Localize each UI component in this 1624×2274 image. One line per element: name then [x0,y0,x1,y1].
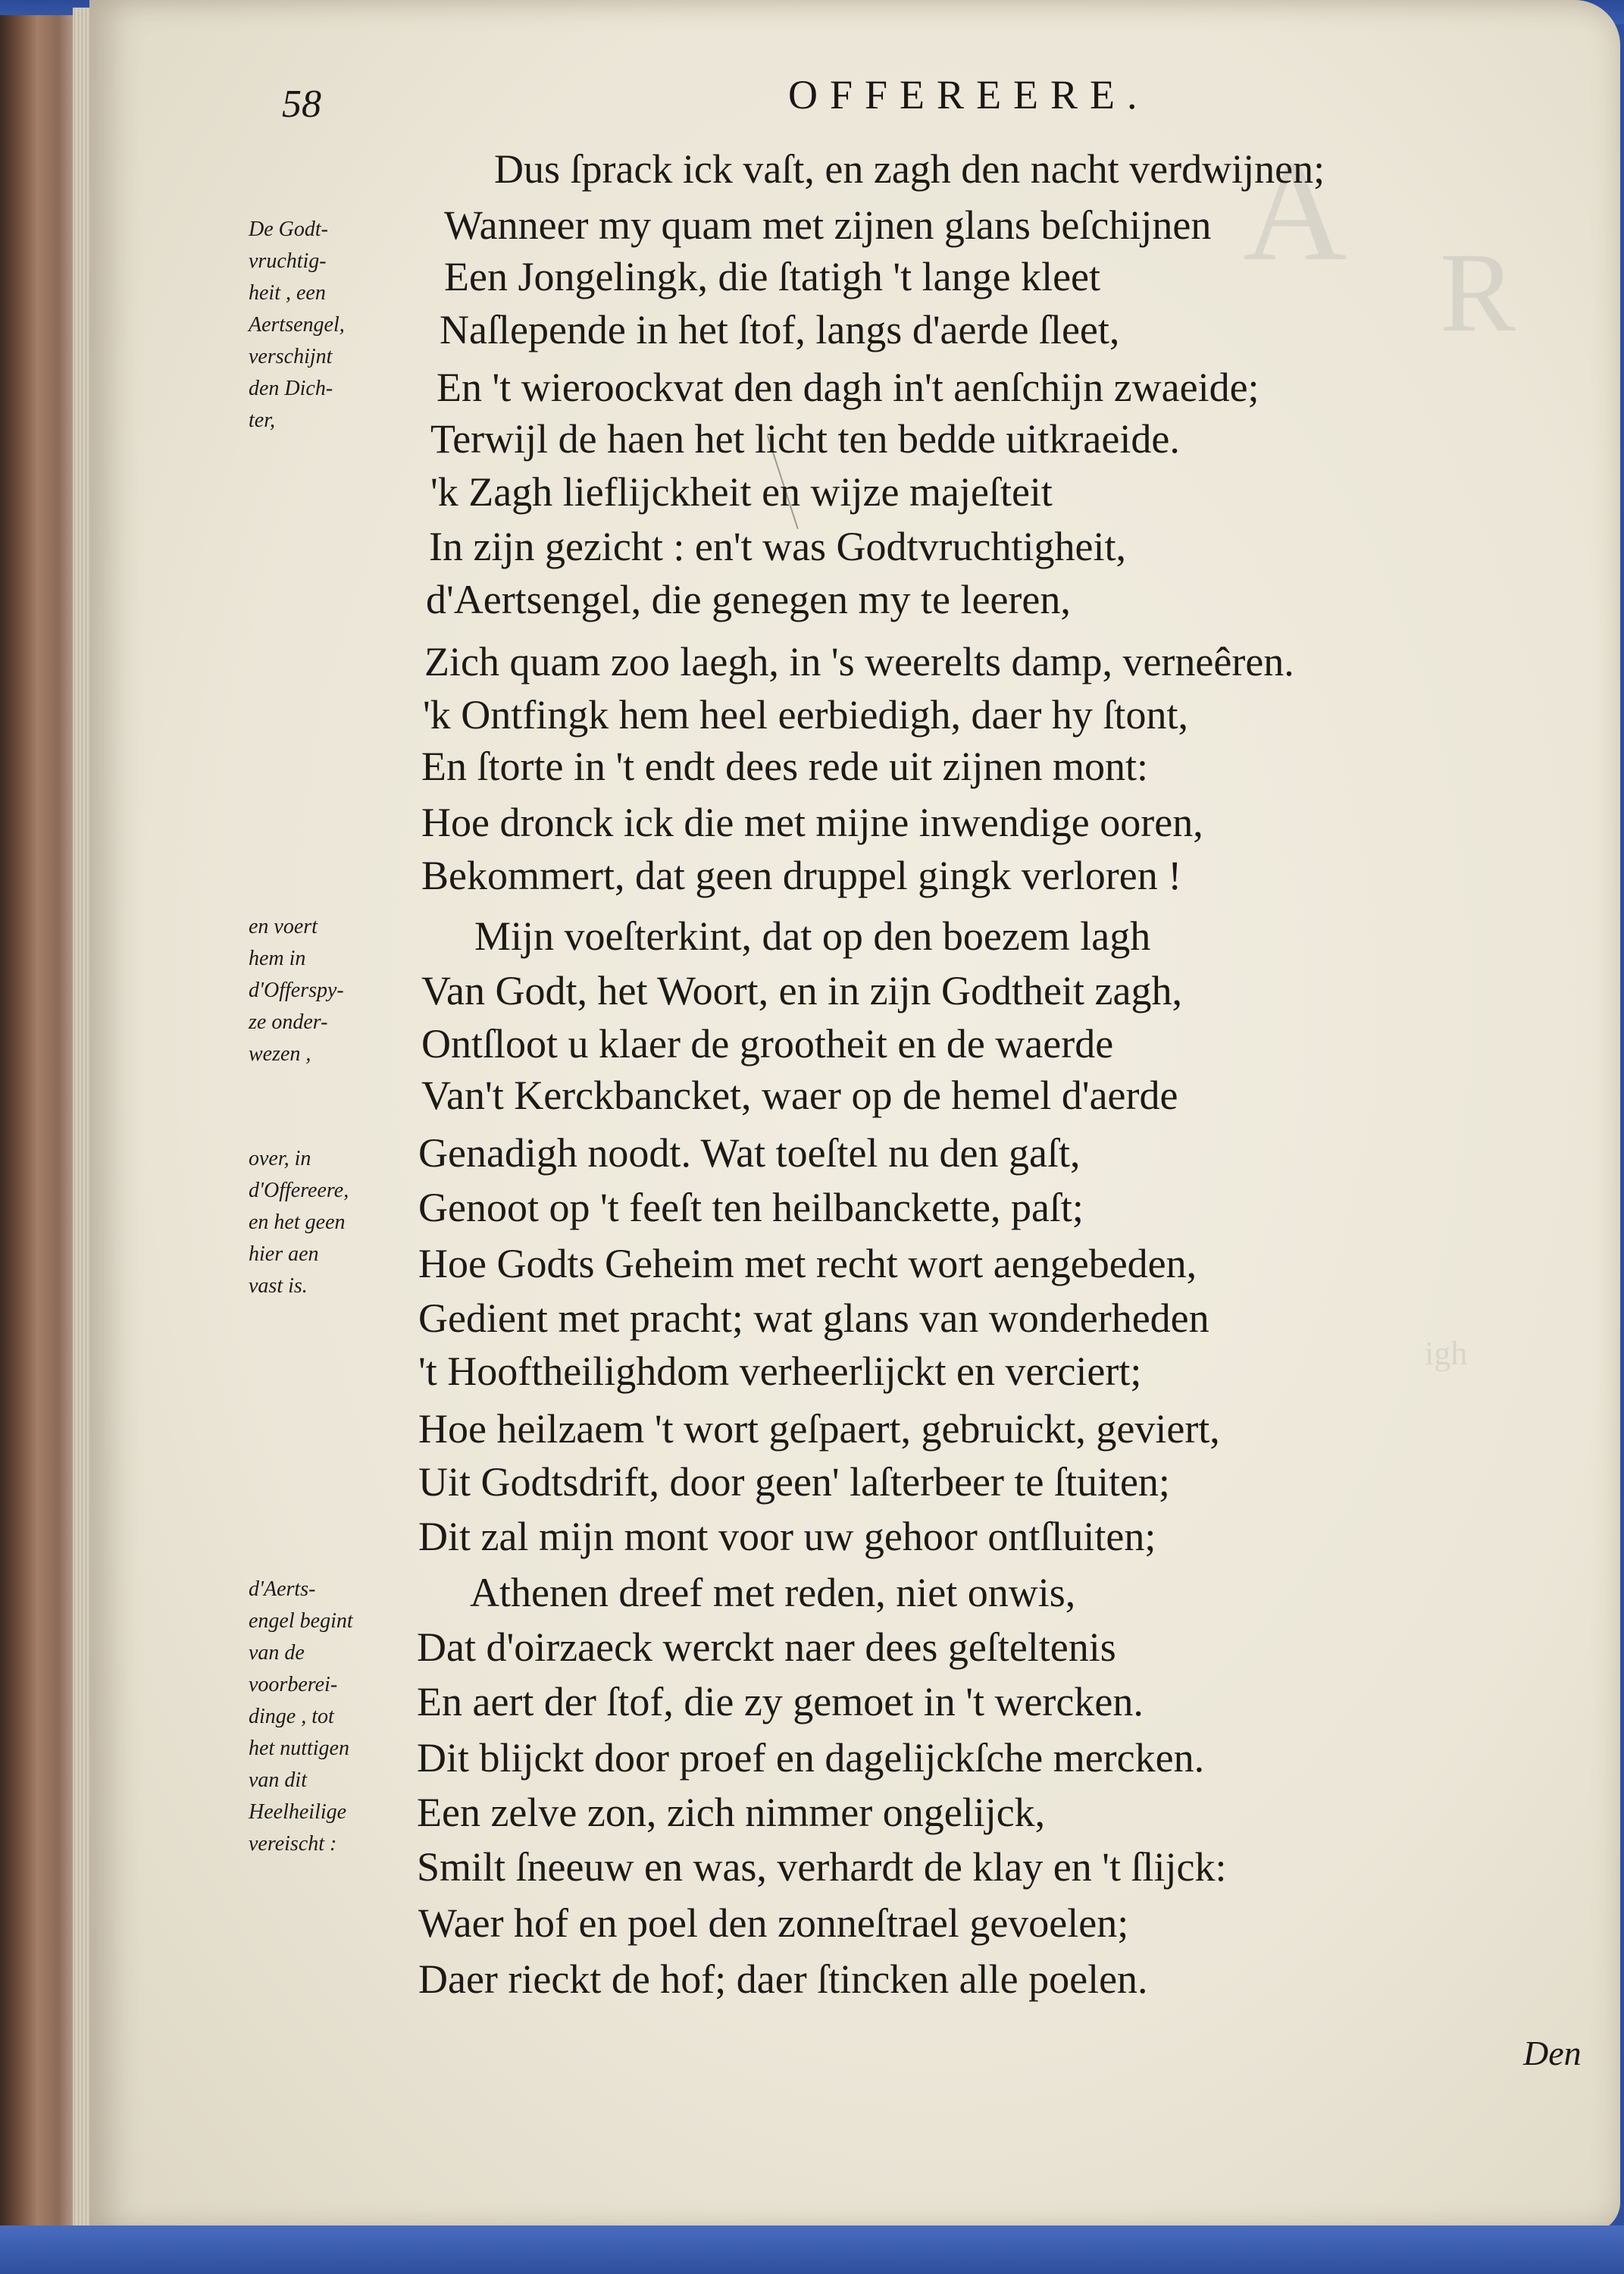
verse-line: Hoe Godts Geheim met recht wort aengebeden, [418,1241,1197,1286]
verse-line: Dus ſprack ick vaſt, en zagh den nacht verdwijnen; [494,146,1325,192]
verse-line: En aert der ſtof, die zy gemoet in 't wercken. [417,1679,1144,1724]
catchword: Den [1523,2034,1582,2072]
verse-line: Mijn voeſterkint, dat op den boezem lagh [474,913,1151,959]
verse-line: 't Hooftheilighdom verheerlijckt en verciert; [418,1348,1142,1394]
verse-line: Van't Kerckbancket, waer op de hemel d'aerde [421,1073,1178,1118]
side-note: en voert hem in d'Offerspy- ze onder- wezen , [249,915,344,1066]
verse-line: Dit blijckt door proef en dagelijckſche mercken. [417,1735,1205,1781]
show-through-text: R [1440,230,1516,356]
side-note: d'Aerts- engel begint van de voorberei- dinge , tot het nuttigen van dit Heelheilige vereischt : [249,1577,353,1856]
side-note: De Godt- vruchtig- heit , een Aertsengel, verschijnt den Dich- ter, [249,218,345,432]
show-through-text: A [1243,132,1347,291]
verse-line: Dat d'oirzaeck werckt naer dees geſteltenis [417,1624,1116,1670]
verse-line: Een Jongelingk, die ſtatigh 't lange kleet [444,254,1101,299]
verse-line: Waer hof en poel den zonneſtrael gevoelen; [418,1900,1129,1946]
verse-line: Hoe heilzaem 't wort geſpaert, gebruickt, geviert, [418,1406,1220,1452]
verse-line: Van Godt, het Woort, en in zijn Godtheit zagh, [421,968,1182,1013]
scan-background-bottom [0,2225,1624,2274]
verse-line: Genadigh noodt. Wat toeſtel nu den gaſt, [418,1130,1081,1176]
verse-line: In zijn gezicht : en't was Godtvruchtigheit, [429,524,1126,569]
verse-line: En ſtorte in 't endt dees rede uit zijnen mont: [421,744,1148,789]
verse-line: d'Aertsengel, die genegen my te leeren, [426,577,1071,622]
verse-line: Dit zal mijn mont voor uw gehoor ontſluiten; [418,1514,1156,1559]
verse-line: Een zelve zon, zich nimmer ongelijck, [417,1790,1046,1835]
verse-line: Gedient met pracht; wat glans van wonderheden [418,1295,1209,1341]
verse-line: Hoe dronck ick die met mijne inwendige ooren, [421,800,1203,845]
verse-line: 'k Ontfingk hem heel eerbiedigh, daer hy ſtont, [423,692,1188,738]
verse-line: Naſlepende in het ſtof, langs d'aerde ſleet, [440,307,1120,352]
verse-line: Zich quam zoo laegh, in 's weerelts damp, verneêren. [424,639,1294,684]
verse-line: Bekommert, dat geen druppel gingk verloren ! [421,853,1182,898]
verse-line: Wanneer my quam met zijnen glans beſchijnen [444,202,1212,248]
verse-line: En 't wieroockvat den dagh in't aenſchijn zwaeide; [437,365,1259,410]
verse-line: Terwijl de haen het licht ten bedde uitkraeide. [430,416,1180,462]
verse-line: Ontſloot u klaer de grootheit en de waerde [421,1021,1114,1067]
verse-line: 'k Zagh lieflijckheit en wijze majeſteit [430,469,1053,515]
verse-line: Uit Godtsdrift, door geen' laſterbeer te ſtuiten; [418,1459,1170,1505]
verse-line: Athenen dreef met reden, niet onwis, [470,1570,1076,1615]
verse-line: Genoot op 't feeſt ten heilbanckette, paſt; [418,1185,1084,1230]
running-head: OFFEREERE. [788,72,1150,117]
verse-line: Smilt ſneeuw en was, verhardt de klay en 't ſlijck: [417,1844,1227,1890]
page-number: 58 [282,83,321,126]
verse-line: Daer rieckt de hof; daer ſtincken alle poelen. [418,1956,1148,2002]
show-through-text: igh [1425,1335,1468,1372]
side-note: over, in d'Offereere, en het geen hier aen vast is. [249,1147,349,1298]
